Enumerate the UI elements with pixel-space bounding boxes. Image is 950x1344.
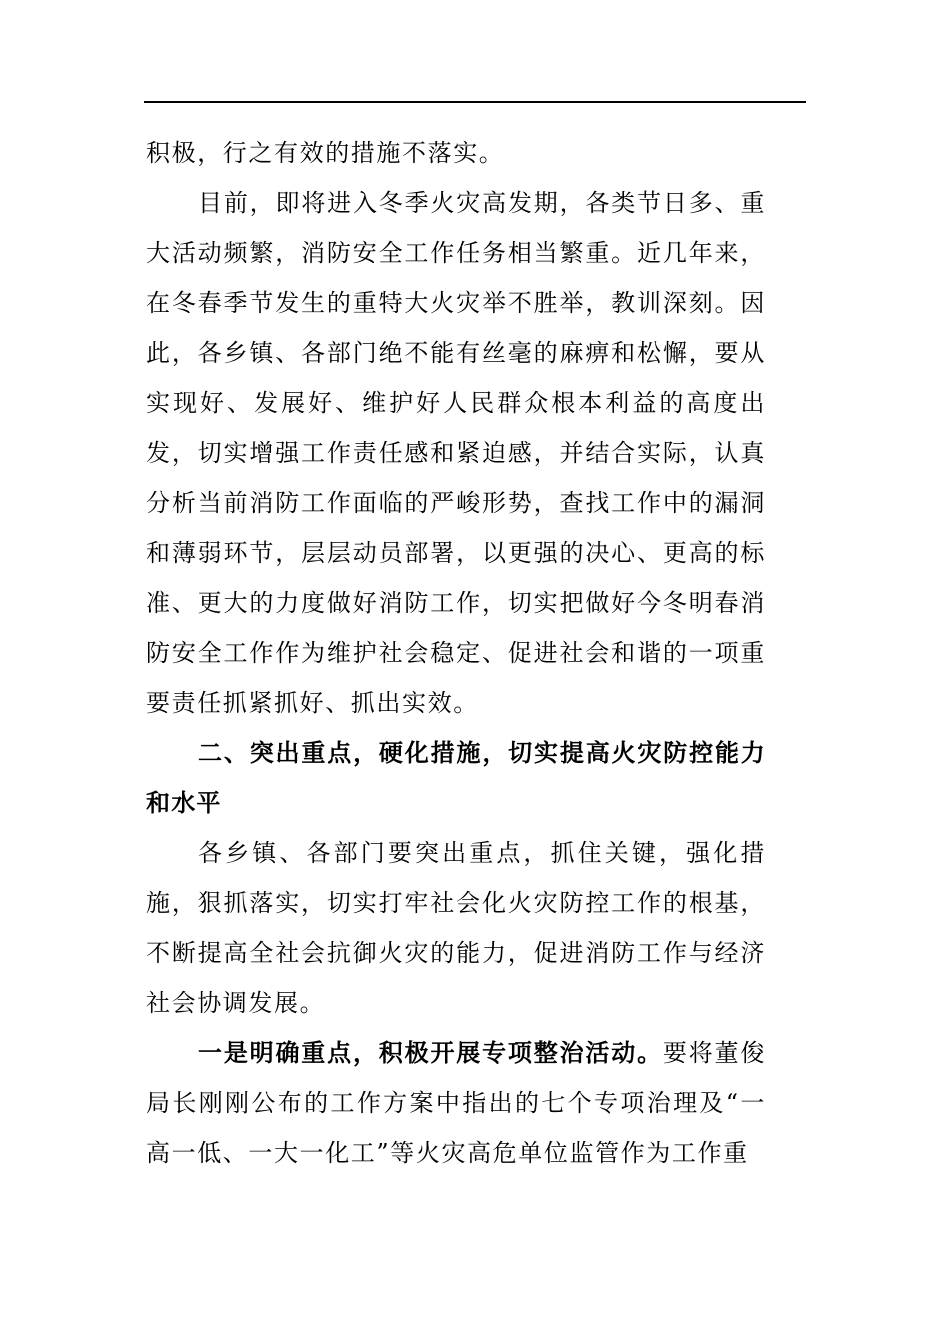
point-one-lead: 一是明确重点，积极开展专项整治活动。 [198, 1038, 663, 1067]
header-rule [144, 101, 806, 103]
document-body [146, 128, 766, 1178]
paragraph-point-one [146, 1028, 766, 1178]
paragraph-continuation: 积极，行之有效的措施不落实。 [146, 139, 505, 167]
point-one-text: 要将董俊局长刚刚公布的工作方案中指出的七个专项治理及“一高一低、一大一化工”等火灾高危单位监管作为工作重 [146, 1039, 766, 1167]
paragraph-situation: 目前，即将进入冬季火灾高发期，各类节日多、重大活动频繁，消防安全工作任务相当繁重。近几年来，在冬春季节发生的重特大火灾举不胜举，教训深刻。因此，各乡镇、各部门绝不能有丝毫的麻痹和松懈，要从实现好、发展好、维护好人民群众根本利益的高度出发，切实增强工作责任感和紧迫感，并结合实际，认真分析当前消防工作面临的严峻形势，查找工作中的漏洞和薄弱环节，层层动员部署，以更强的决心、更高的标准、更大的力度做好消防工作，切实把做好今冬明春消防安全工作作为维护社会稳定、促进社会和谐的一项重要责任抓紧抓好、抓出实效。 [146, 189, 766, 717]
section-heading-2: 二、突出重点，硬化措施，切实提高火灾防控能力和水平 [146, 739, 766, 817]
paragraph-section-intro: 各乡镇、各部门要突出重点，抓住关键，强化措施，狠抓落实，切实打牢社会化火灾防控工作的根基，不断提高全社会抗御火灾的能力，促进消防工作与经济社会协调发展。 [146, 839, 766, 1017]
